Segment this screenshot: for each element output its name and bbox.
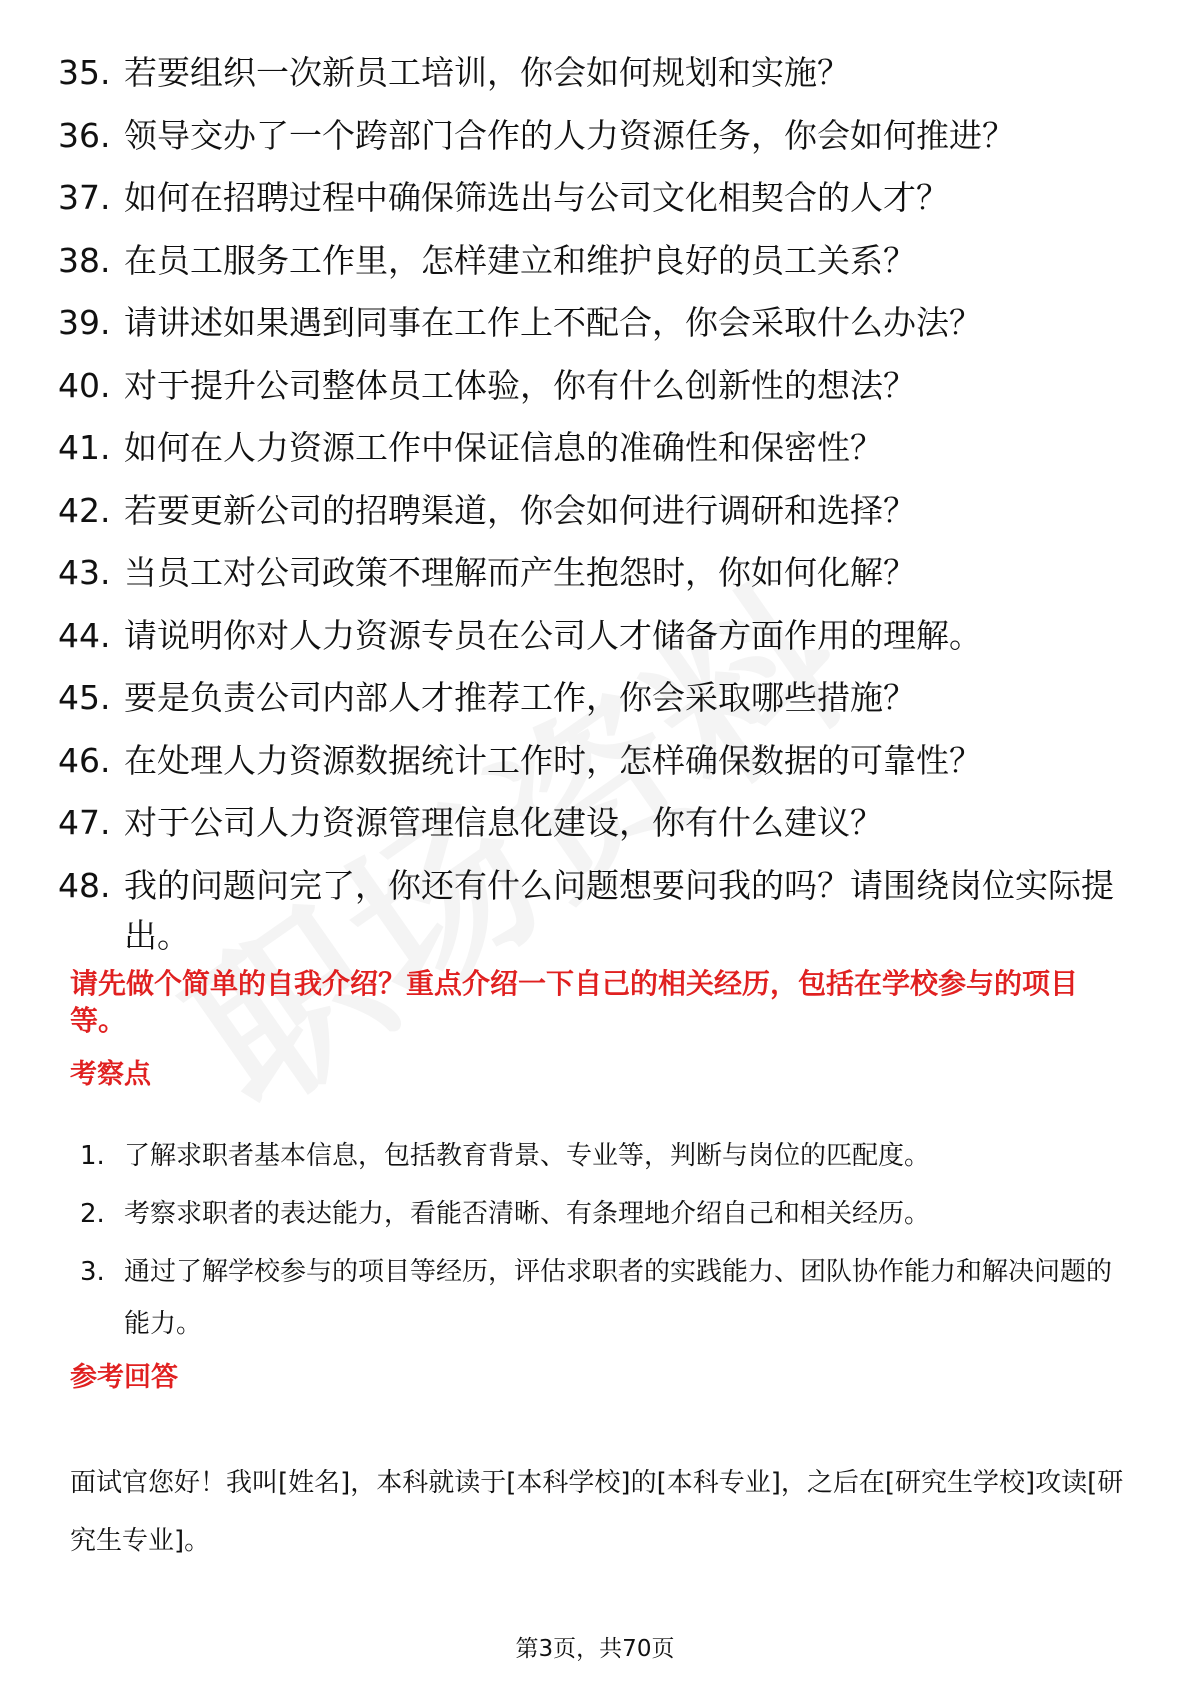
question-item [58, 236, 1138, 286]
question-number: 46. [58, 740, 111, 780]
point-number: 2. [80, 1199, 105, 1229]
question-text: 若要更新公司的招聘渠道，你会如何进行调研和选择？ [124, 490, 916, 530]
question-item [58, 111, 1138, 161]
featured-question-heading: 请先做个简单的自我介绍？重点介绍一下自己的相关经历，包括在学校参与的项目等。 [70, 967, 1079, 1037]
question-number: 41. [58, 428, 111, 467]
point-item [80, 1246, 1130, 1350]
question-number: 42. [58, 490, 111, 530]
question-number: 43. [58, 553, 111, 592]
question-text: 在处理人力资源数据统计工作时，怎样确保数据的可靠性？ [124, 740, 982, 780]
question-number: 38. [58, 240, 111, 280]
question-item [58, 173, 1138, 223]
answer-section-label: 参考回答 [70, 1362, 178, 1393]
question-item [58, 611, 1138, 661]
question-number: 36. [58, 115, 111, 155]
points-section-label: 考察点 [70, 1059, 151, 1090]
question-number: 44. [58, 615, 111, 655]
question-text: 领导交办了一个跨部门合作的人力资源任务，你会如何推进？ [124, 115, 1015, 155]
question-text: 我的问题问完了，你还有什么问题想要问我的吗？请围绕岗位实际提出。 [124, 865, 1114, 955]
question-number: 35. [58, 53, 111, 92]
question-number: 45. [58, 678, 111, 717]
point-text: 考察求职者的表达能力，看能否清晰、有条理地介绍自己和相关经历。 [124, 1199, 931, 1229]
question-list [58, 48, 1138, 973]
question-number: 37. [58, 178, 111, 217]
question-item [58, 861, 1138, 961]
question-text: 请说明你对人力资源专员在公司人才储备方面作用的理解。 [124, 615, 982, 655]
question-number: 39. [58, 303, 111, 342]
page-number-footer: 第3页，共70页 [515, 1636, 675, 1662]
point-number: 3. [80, 1257, 105, 1287]
question-text: 在员工服务工作里，怎样建立和维护良好的员工关系？ [124, 240, 916, 280]
point-text: 了解求职者基本信息，包括教育背景、专业等，判断与岗位的匹配度。 [124, 1141, 931, 1171]
point-number: 1. [80, 1141, 105, 1171]
question-item [58, 736, 1138, 786]
question-text: 对于公司人力资源管理信息化建设，你有什么建议？ [124, 803, 883, 842]
question-text: 若要组织一次新员工培训，你会如何规划和实施？ [124, 53, 850, 92]
point-item [80, 1188, 1130, 1240]
question-number: 47. [58, 803, 111, 842]
question-item [58, 423, 1138, 473]
question-item [58, 548, 1138, 598]
reference-answer-text: 面试官您好！我叫[姓名]，本科就读于[本科学校]的[本科专业]，之后在[研究生学校]攻读[研究生专业]。 [70, 1468, 1124, 1556]
question-number: 40. [58, 365, 111, 405]
question-text: 如何在人力资源工作中保证信息的准确性和保密性？ [124, 428, 883, 467]
question-text: 对于提升公司整体员工体验，你有什么创新性的想法？ [124, 365, 916, 405]
question-item [58, 298, 1138, 348]
question-item [58, 798, 1138, 848]
question-item [58, 361, 1138, 411]
question-item [58, 486, 1138, 536]
points-list [80, 1130, 1130, 1356]
point-item [80, 1130, 1130, 1182]
question-text: 当员工对公司政策不理解而产生抱怨时，你如何化解？ [124, 553, 916, 592]
question-item [58, 48, 1138, 98]
question-number: 48. [58, 865, 111, 905]
question-text: 要是负责公司内部人才推荐工作，你会采取哪些措施？ [124, 678, 916, 717]
question-text: 请讲述如果遇到同事在工作上不配合，你会采取什么办法？ [124, 303, 982, 342]
point-text: 通过了解学校参与的项目等经历，评估求职者的实践能力、团队协作能力和解决问题的能力。 [124, 1257, 1113, 1339]
question-text: 如何在招聘过程中确保筛选出与公司文化相契合的人才？ [124, 178, 949, 217]
question-item [58, 673, 1138, 723]
